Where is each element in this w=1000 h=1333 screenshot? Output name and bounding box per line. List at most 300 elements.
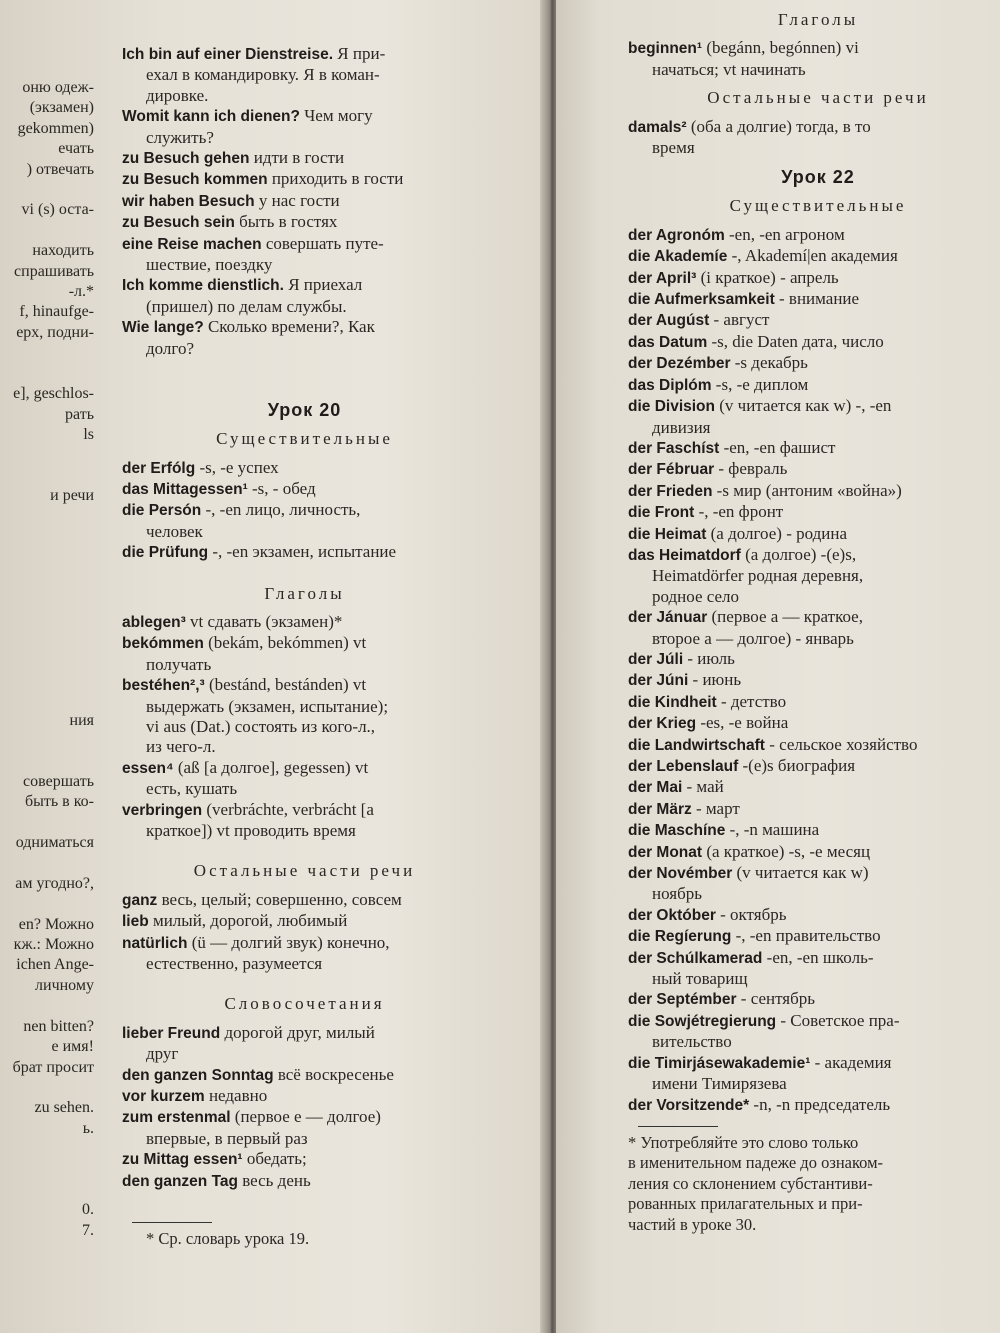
margin-fragment: zu sehen. xyxy=(34,1099,94,1117)
noun-entry xyxy=(628,310,1000,331)
headword: bestéhen²,³ xyxy=(122,677,205,695)
margin-fragment: 7. xyxy=(82,1221,94,1239)
headword: den ganzen Sonntag xyxy=(122,1066,274,1084)
margin-fragment xyxy=(0,996,94,1016)
translation: - сельское хозяйство xyxy=(764,734,918,754)
headword: essen⁴ xyxy=(122,759,174,777)
headword: der Agronóm xyxy=(628,226,725,244)
section-heading-phrases: Словосочетания xyxy=(224,994,385,1014)
margin-fragment xyxy=(0,690,94,710)
translation: Сколько времени?, Как xyxy=(203,317,375,337)
spacer xyxy=(122,841,487,861)
noun-entry xyxy=(122,522,487,542)
phrase-entry xyxy=(122,275,487,296)
phrase-entry xyxy=(122,212,487,233)
headword: bekómmen xyxy=(122,635,204,653)
translation: вительство xyxy=(652,1032,732,1052)
phrase-entry xyxy=(122,255,487,275)
margin-fragment: nen bitten? xyxy=(23,1017,94,1035)
translation: недавно xyxy=(204,1086,268,1106)
headword: der Frieden xyxy=(628,482,713,500)
margin-fragment: ерх, подни- xyxy=(16,323,94,341)
translation: -, -en правительство xyxy=(731,926,881,946)
translation: есть, кушать xyxy=(146,779,238,799)
headword: zu Mittag essen¹ xyxy=(122,1151,243,1169)
noun-entry xyxy=(628,989,1000,1010)
verb-entry xyxy=(122,779,487,799)
margin-fragment xyxy=(0,343,94,363)
footnote-line: частий в уроке 30. xyxy=(628,1214,757,1234)
translation: Heimatdörfer родная деревня, xyxy=(652,566,864,586)
noun-entry xyxy=(628,756,1000,777)
headword: der April³ xyxy=(628,269,697,287)
noun-entry xyxy=(628,1074,1000,1094)
translation: ноябрь xyxy=(652,884,702,904)
translation: дировке. xyxy=(146,85,209,105)
translation: Я при- xyxy=(333,44,386,63)
translation: (пришел) по делам службы. xyxy=(146,296,347,316)
translation: (aß [a долгое], gegessen) vt xyxy=(173,757,369,777)
phrase-entry xyxy=(122,169,487,190)
section-heading-nouns: Существительные xyxy=(216,429,393,449)
headword: der Jánuar xyxy=(628,609,708,627)
headword: beginnen¹ xyxy=(628,40,703,58)
margin-fragment xyxy=(0,629,94,649)
translation: краткое]) vt проводить время xyxy=(146,821,356,840)
headword: zum erstenmal xyxy=(122,1109,231,1127)
verb-entry xyxy=(628,60,1000,80)
headword: der Schúlkamerad xyxy=(628,949,763,967)
spacer xyxy=(122,1192,487,1212)
translation: шествие, поездку xyxy=(146,255,273,275)
translation: -(e)s биография xyxy=(738,756,856,775)
headword: vor kurzem xyxy=(122,1088,205,1106)
translation: -en, -en фашист xyxy=(719,437,836,457)
translation: (оба a долгие) тогда, в то xyxy=(686,116,871,136)
translation: - май xyxy=(682,777,724,797)
noun-entry xyxy=(628,375,1000,396)
translation: (a долгое) - родина xyxy=(706,523,848,543)
margin-fragment xyxy=(0,609,94,629)
headword: natürlich xyxy=(122,934,188,952)
other-entry xyxy=(122,890,487,911)
margin-fragment xyxy=(0,894,94,914)
noun-entry xyxy=(628,692,1000,713)
headword: die Persón xyxy=(122,502,202,520)
noun-entry xyxy=(628,649,1000,670)
margin-fragment xyxy=(0,588,94,608)
noun-entry xyxy=(628,268,1000,289)
margin-fragment: ls xyxy=(83,425,94,443)
margin-fragment: vi (s) оста- xyxy=(21,201,94,219)
headword: das Heimatdorf xyxy=(628,546,741,564)
spacer xyxy=(628,80,1000,88)
other-entry xyxy=(122,911,487,932)
headword: der Monat xyxy=(628,843,703,861)
headword: das Mittagessen¹ xyxy=(122,480,248,498)
headword: zu Besuch sein xyxy=(122,214,235,232)
section-heading-other: Остальные части речи xyxy=(707,88,929,108)
headword: die Prüfung xyxy=(122,544,209,562)
margin-fragment: -л.* xyxy=(68,283,94,301)
translation: - октябрь xyxy=(715,904,787,924)
spacer xyxy=(628,158,1000,166)
translation: -s, -e успех xyxy=(195,457,279,477)
margin-fragment: одниматься xyxy=(15,834,94,852)
other-entry xyxy=(628,117,1000,138)
headword: der Mai xyxy=(628,779,683,797)
noun-entry xyxy=(122,500,487,521)
translation: идти в гости xyxy=(249,148,345,168)
phrase-entry xyxy=(122,234,487,255)
noun-entry xyxy=(628,246,1000,267)
noun-entry xyxy=(628,353,1000,374)
headword: das Datum xyxy=(628,333,708,351)
margin-fragment xyxy=(0,1180,94,1200)
headword: die Division xyxy=(628,398,715,416)
translation: милый, дорогой, любимый xyxy=(148,911,348,931)
noun-entry xyxy=(628,225,1000,246)
translation: начаться; vt начинать xyxy=(652,59,806,79)
headword: wir haben Besuch xyxy=(122,192,255,210)
noun-entry xyxy=(122,542,487,563)
margin-fragment xyxy=(0,547,94,567)
verb-entry xyxy=(122,633,487,654)
margin-fragment: совершать xyxy=(23,772,94,790)
headword: Ich komme dienstlich. xyxy=(122,277,284,295)
headword: verbringen xyxy=(122,801,203,819)
margin-fragment xyxy=(0,1160,94,1180)
spacer xyxy=(122,450,487,458)
phrase-entry xyxy=(122,317,487,338)
translation: vi aus (Dat.) состоять из кого-л., xyxy=(146,716,376,736)
translation: весь день xyxy=(237,1170,311,1190)
phrase-entry xyxy=(122,1129,487,1149)
noun-entry xyxy=(628,438,1000,459)
phrase-entry xyxy=(122,106,487,127)
headword: zu Besuch kommen xyxy=(122,171,268,189)
margin-fragment xyxy=(0,568,94,588)
spacer xyxy=(122,974,487,994)
noun-entry xyxy=(628,545,1000,566)
headword: Wie lange? xyxy=(122,319,204,337)
translation: дорогой друг, милый xyxy=(220,1022,375,1042)
margin-fragment: en? Можно xyxy=(18,915,94,933)
translation: vt сдавать (экзамен)* xyxy=(185,611,343,631)
spacer xyxy=(122,379,487,399)
headword: lieb xyxy=(122,913,149,931)
noun-entry xyxy=(628,396,1000,417)
margin-fragment xyxy=(0,466,94,486)
translation: - Советское пра- xyxy=(776,1010,900,1030)
translation: -es, -e война xyxy=(696,713,789,733)
margin-fragment: ам угодно?, xyxy=(15,874,94,892)
footnote-rule xyxy=(638,1126,718,1127)
translation: человек xyxy=(146,521,203,541)
phrase-entry xyxy=(122,1107,487,1128)
noun-entry xyxy=(628,289,1000,310)
translation: ный товарищ xyxy=(652,969,748,989)
noun-entry xyxy=(122,458,487,479)
noun-entry xyxy=(628,1011,1000,1032)
spacer xyxy=(122,1015,487,1023)
translation: всё воскресенье xyxy=(273,1064,394,1084)
translation: (a краткое) -s, -e месяц xyxy=(702,841,871,861)
translation: друг xyxy=(146,1044,179,1064)
margin-fragment xyxy=(0,445,94,465)
noun-entry xyxy=(628,799,1000,820)
margin-fragment xyxy=(0,853,94,873)
headword: ganz xyxy=(122,891,158,909)
headword: der Júli xyxy=(628,650,684,668)
translation: - август xyxy=(709,310,770,330)
verb-entry xyxy=(122,655,487,675)
translation: -s, -e диплом xyxy=(711,374,809,394)
noun-entry xyxy=(628,863,1000,884)
phrase-entry xyxy=(122,1044,487,1064)
noun-entry xyxy=(628,820,1000,841)
margin-fragment xyxy=(0,221,94,241)
translation: -en, -en агроном xyxy=(724,224,845,244)
translation: долго? xyxy=(146,338,195,358)
translation: -, -en экзамен, испытание xyxy=(208,542,397,562)
verb-entry xyxy=(122,697,487,717)
translation: -, -en фронт xyxy=(694,502,784,522)
margin-fragment xyxy=(0,1139,94,1159)
translation: - июль xyxy=(683,648,735,668)
margin-fragment: личному xyxy=(35,976,94,994)
footnote-rule xyxy=(132,1222,212,1223)
translation: у нас гости xyxy=(254,190,340,210)
translation: -s декабрь xyxy=(730,353,808,373)
translation: быть в гостях xyxy=(234,212,338,232)
translation: естественно, разумеется xyxy=(146,954,323,974)
noun-entry xyxy=(628,418,1000,438)
headword: der Dezémber xyxy=(628,355,731,373)
headword: der Novémber xyxy=(628,865,733,883)
translation: -en, -en школь- xyxy=(762,947,874,967)
phrase-entry xyxy=(122,65,487,85)
noun-entry xyxy=(628,459,1000,480)
phrase-entry xyxy=(122,1065,487,1086)
noun-entry xyxy=(628,777,1000,798)
noun-entry xyxy=(628,905,1000,926)
headword: die Akademíe xyxy=(628,248,728,266)
verb-entry xyxy=(122,821,487,841)
margin-fragment: кж.: Можно xyxy=(13,936,94,954)
translation: (v читается как w) xyxy=(732,863,869,883)
spacer xyxy=(122,564,487,584)
headword: Ich bin auf einer Dienstreise. xyxy=(122,46,334,63)
lesson-20-column xyxy=(122,44,487,1250)
noun-entry xyxy=(628,332,1000,353)
headword: das Diplóm xyxy=(628,376,712,394)
noun-entry xyxy=(628,502,1000,523)
spacer xyxy=(628,30,1000,38)
headword: der Septémber xyxy=(628,991,737,1009)
lesson-title: Урок 20 xyxy=(267,400,342,421)
spacer xyxy=(122,421,487,429)
headword: der Fébruar xyxy=(628,461,715,479)
phrase-entry xyxy=(122,339,487,359)
translation: (первое e — долгое) xyxy=(230,1107,381,1127)
noun-entry xyxy=(628,842,1000,863)
headword: die Sowjétregierung xyxy=(628,1012,777,1030)
translation: впервые, в первый раз xyxy=(146,1128,308,1148)
footnote-line: ления со склонением субстантиви- xyxy=(628,1173,873,1193)
headword: der Október xyxy=(628,906,716,924)
verb-entry xyxy=(122,758,487,779)
noun-entry xyxy=(628,524,1000,545)
footnote-line: рованных прилагательных и при- xyxy=(628,1194,863,1214)
margin-fragment xyxy=(0,649,94,669)
translation: (a долгое) -(e)s, xyxy=(740,544,857,564)
section-heading-other: Остальные части речи xyxy=(193,861,416,881)
translation: время xyxy=(652,138,695,158)
noun-entry xyxy=(628,629,1000,649)
margin-fragment: спрашивать xyxy=(14,262,94,280)
margin-fragment: ечать xyxy=(58,140,94,158)
margin-fragment: быть в ко- xyxy=(24,793,94,811)
translation: служить? xyxy=(146,127,214,147)
translation: - внимание xyxy=(774,289,860,309)
headword: die Front xyxy=(628,504,695,522)
margin-fragment: (экзамен) xyxy=(29,99,94,117)
translation: второе a — долгое) - январь xyxy=(652,628,854,648)
noun-entry xyxy=(628,884,1000,904)
margin-fragment: оню одеж- xyxy=(22,79,94,96)
phrase-entry xyxy=(122,44,487,65)
verb-entry xyxy=(628,38,1000,59)
margin-fragment: gekommen) xyxy=(17,119,94,137)
margin-fragment xyxy=(0,527,94,547)
spacer xyxy=(628,217,1000,225)
translation: получать xyxy=(146,654,212,674)
translation: выдержать (экзамен, испытание); xyxy=(146,696,389,716)
translation: из чего-л. xyxy=(146,737,216,757)
margin-fragment xyxy=(0,731,94,751)
left-margin-column xyxy=(0,78,94,1241)
noun-entry xyxy=(628,948,1000,969)
margin-fragment xyxy=(0,507,94,527)
headword: zu Besuch gehen xyxy=(122,150,250,168)
translation: (bekám, bekómmen) vt xyxy=(203,633,367,653)
translation: Чем могу xyxy=(299,106,373,126)
translation: (verbráchte, verbrácht [a xyxy=(202,799,374,819)
translation: - сентябрь xyxy=(736,989,816,1009)
headword: lieber Freund xyxy=(122,1024,221,1042)
noun-entry xyxy=(628,481,1000,502)
translation: -n, -n председатель xyxy=(749,1094,891,1114)
section-heading-verbs: Глаголы xyxy=(777,10,859,29)
noun-entry xyxy=(628,607,1000,628)
headword: der Vorsitzende* xyxy=(628,1096,750,1114)
translation: (первое a — краткое, xyxy=(707,607,863,627)
headword: den ganzen Tag xyxy=(122,1172,238,1190)
headword: damals² xyxy=(628,118,687,136)
margin-fragment xyxy=(0,180,94,200)
noun-entry xyxy=(628,1095,1000,1116)
translation: (ü — долгий звук) конечно, xyxy=(187,932,390,952)
translation: имени Тимирязева xyxy=(652,1074,787,1094)
headword: die Kindheit xyxy=(628,693,717,711)
translation: -s мир (антоним «война») xyxy=(712,480,902,500)
footnote-line: * Употребляйте это слово только xyxy=(628,1132,859,1152)
verb-entry xyxy=(122,717,487,737)
margin-fragment: ния xyxy=(69,711,94,729)
translation: ехал в командировку. Я в коман- xyxy=(146,65,380,85)
margin-fragment: ) отвечать xyxy=(26,160,94,178)
phrase-entry xyxy=(122,86,487,106)
footnote-line: в именительном падеже до ознаком- xyxy=(628,1153,884,1173)
spacer xyxy=(122,359,487,379)
translation: -, -en лицо, личность, xyxy=(201,500,361,520)
margin-fragment: ichen Ange- xyxy=(16,956,94,974)
section-heading-verbs: Глаголы xyxy=(264,583,345,603)
noun-entry xyxy=(628,587,1000,607)
headword: der Lebenslauf xyxy=(628,758,739,775)
phrase-entry xyxy=(122,1171,487,1192)
translation: - детство xyxy=(716,691,787,711)
translation: - февраль xyxy=(714,459,788,479)
margin-fragment xyxy=(0,813,94,833)
headword: der März xyxy=(628,800,692,818)
margin-fragment: ь. xyxy=(82,1119,94,1137)
headword: der Júni xyxy=(628,672,689,690)
translation: совершать путе- xyxy=(261,233,384,253)
translation: - март xyxy=(691,798,740,818)
headword: die Regíerung xyxy=(628,928,732,946)
translation: - июнь xyxy=(688,670,742,690)
headword: die Landwirtschaft xyxy=(628,736,765,754)
margin-fragment xyxy=(0,751,94,771)
headword: eine Reise machen xyxy=(122,235,262,253)
noun-entry xyxy=(628,735,1000,756)
verb-entry xyxy=(122,737,487,757)
margin-fragment: рать xyxy=(65,405,94,423)
margin-fragment: и речи xyxy=(50,487,94,505)
noun-entry xyxy=(628,969,1000,989)
headword: ablegen³ xyxy=(122,613,186,631)
headword: die Heimat xyxy=(628,525,707,543)
translation: (bestánd, bestánden) vt xyxy=(204,675,367,695)
lesson-22-column xyxy=(628,10,1000,1235)
verb-entry xyxy=(122,612,487,633)
headword: der Augúst xyxy=(628,312,710,330)
margin-fragment: е имя! xyxy=(51,1038,94,1056)
margin-fragment xyxy=(0,670,94,690)
headword: der Erfólg xyxy=(122,459,196,477)
phrase-entry xyxy=(122,191,487,212)
translation: Я приехал xyxy=(283,275,363,295)
section-heading-nouns: Существительные xyxy=(729,196,907,216)
translation: -, -n машина xyxy=(725,820,820,840)
translation: весь, целый; совершенно, совсем xyxy=(157,889,402,909)
noun-entry xyxy=(628,566,1000,586)
lesson-title: Урок 22 xyxy=(781,167,855,188)
phrase-entry xyxy=(122,1149,487,1170)
verb-entry xyxy=(122,675,487,696)
margin-fragment: 0. xyxy=(82,1201,94,1219)
phrase-entry xyxy=(122,297,487,317)
noun-entry xyxy=(628,1053,1000,1074)
headword: Womit kann ich dienen? xyxy=(122,108,300,126)
verb-entry xyxy=(122,800,487,821)
spacer xyxy=(122,882,487,890)
footnote: * Ср. словарь урока 19. xyxy=(146,1229,310,1249)
margin-fragment: брат просит xyxy=(12,1058,94,1076)
translation: -s, die Daten дата, число xyxy=(707,331,884,351)
